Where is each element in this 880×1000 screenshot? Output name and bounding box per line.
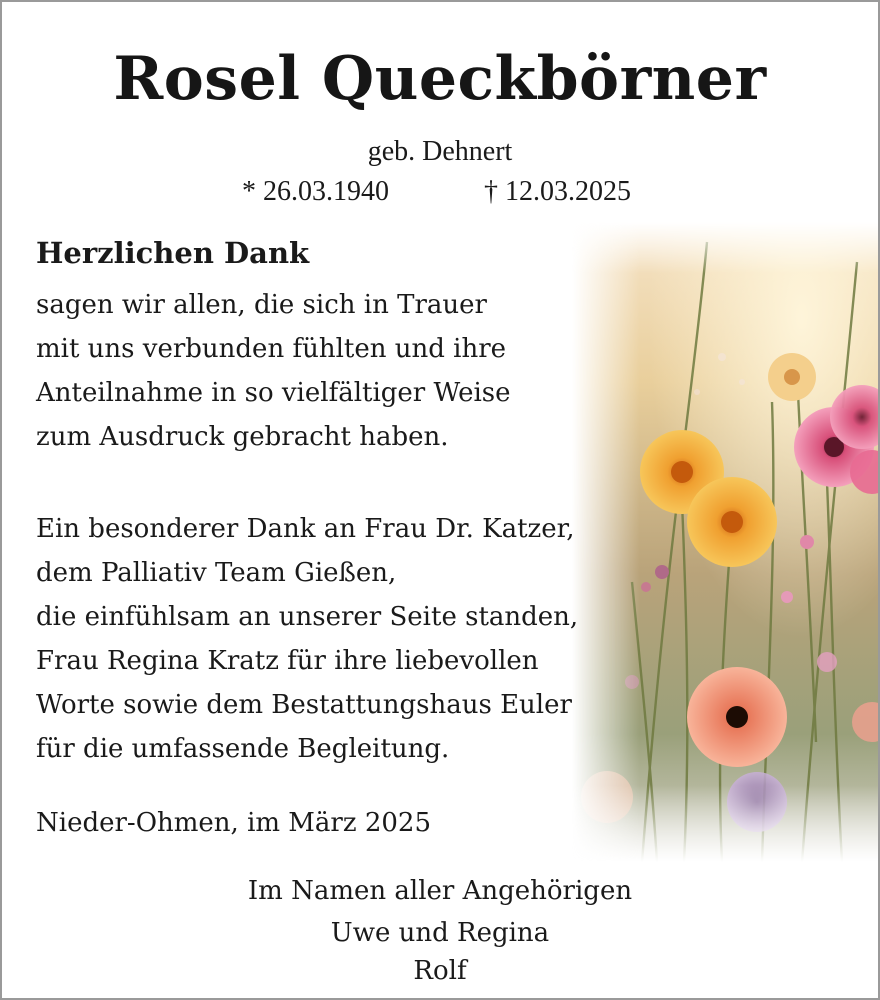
text-line: die einfühlsam an unserer Seite standen, xyxy=(36,602,579,632)
birth-date: * 26.03.1940 xyxy=(242,176,389,207)
text-line: Frau Regina Kratz für ihre liebevollen xyxy=(36,646,539,676)
text-line: Anteilnahme in so vielfältiger Weise xyxy=(36,378,511,408)
text-line: mit uns verbunden fühlten und ihre xyxy=(36,334,507,364)
place-date: Nieder-Ohmen, im März 2025 xyxy=(36,808,431,838)
maiden-name: geb. Dehnert xyxy=(367,136,513,167)
text-line: Ein besonderer Dank an Frau Dr. Katzer, xyxy=(36,514,575,544)
flower-meadow-photo xyxy=(572,222,878,862)
text-line: dem Palliativ Team Gießen, xyxy=(36,558,397,588)
signature-line: Im Namen aller Angehörigen xyxy=(247,876,633,906)
flower-illustration xyxy=(572,222,878,862)
text-line: für die umfassende Begleitung. xyxy=(36,734,450,764)
death-date: † 12.03.2025 xyxy=(484,176,631,207)
text-line: Worte sowie dem Bestattungshaus Euler xyxy=(36,690,572,720)
deceased-name: Rosel Queckbörner xyxy=(113,44,767,114)
signature-line: Rolf xyxy=(413,956,467,986)
thanks-heading: Herzlichen Dank xyxy=(36,236,310,270)
text-line: sagen wir allen, die sich in Trauer xyxy=(36,290,487,320)
text-line: zum Ausdruck gebracht haben. xyxy=(36,422,449,452)
signature-line: Uwe und Regina xyxy=(330,918,550,948)
